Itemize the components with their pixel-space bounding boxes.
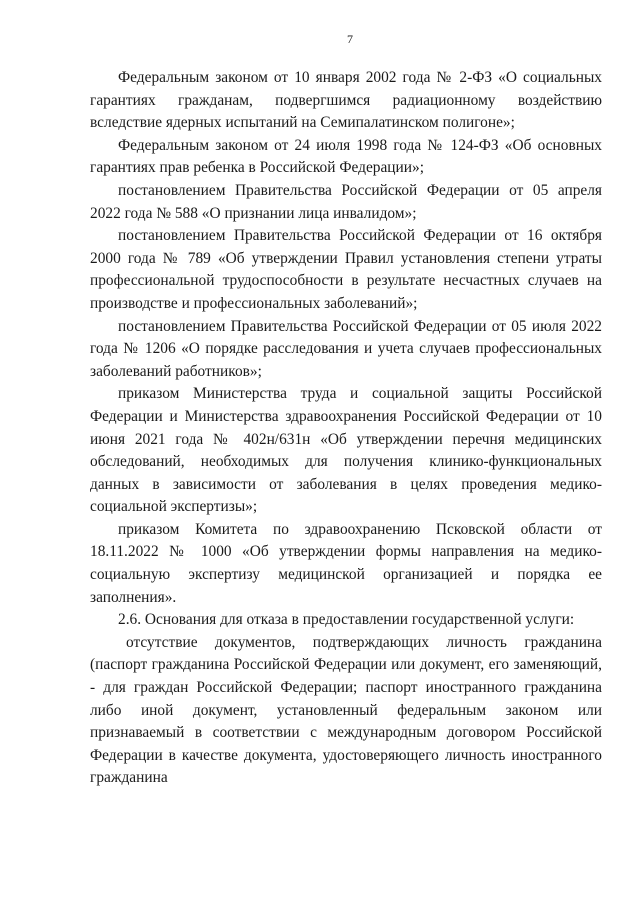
paragraph-law-124fz: Федеральным законом от 24 июля 1998 года № 124-ФЗ «Об основных гарантиях прав ребенка в Российской Федерации»; (90, 136, 602, 177)
paragraph-law-2fz: Федеральным законом от 10 января 2002 года № 2-ФЗ «О социальных гарантиях гражданам, подвергшимся радиационному воздействию вследствие ядерных испытаний на Семипалатинском полигоне»; (90, 69, 602, 132)
paragraph-order-1000: приказом Комитета по здравоохранению Псковской области от 18.11.2022 № 1000 «Об утверждении формы направления на медико-социальную экспертизу медицинской организацией и порядка ее заполнения». (90, 520, 602, 606)
paragraph-resolution-789: постановлением Правительства Российской Федерации от 16 октября 2000 года № 789 «Об утверждении Правил установления степени утраты профессиональной трудоспособности в результате несчастных случаев на производстве и профессиональных заболеваний»; (90, 227, 602, 312)
paragraph-resolution-1206: постановлением Правительства Российской Федерации от 05 июля 2022 года № 1206 «О порядке расследования и учета случаев профессиональных заболеваний работников»; (90, 317, 602, 380)
paragraph-refusal-grounds: отсутствие документов, подтверждающих личность гражданина (паспорт гражданина Российской Федерации или документ, его заменяющий, - для граждан Российской Федерации; паспорт иностранного гражданина либо иной документ, установленный федеральным законом или признаваемый в соответствии с международным договором Российской Федерации в качестве документа, удостоверяющего личность иностранного гражданина (90, 633, 602, 787)
paragraph-resolution-588: постановлением Правительства Российской Федерации от 05 апреля 2022 года № 588 «О признании лица инвалидом»; (90, 181, 602, 222)
page-number: 7 (347, 32, 353, 46)
section-2-6-heading: 2.6. Основания для отказа в предоставлении государственной услуги: (118, 611, 575, 629)
paragraph-order-402n: приказом Министерства труда и социальной защиты Российской Федерации и Министерства здравоохранения Российской Федерации от 10 июня 2021 года № 402н/631н «Об утверждении перечня медицинских обследований, необходимых для получения клинико-функциональных данных в зависимости от заболевания в целях проведения медико-социальной экспертизы»; (90, 385, 602, 516)
